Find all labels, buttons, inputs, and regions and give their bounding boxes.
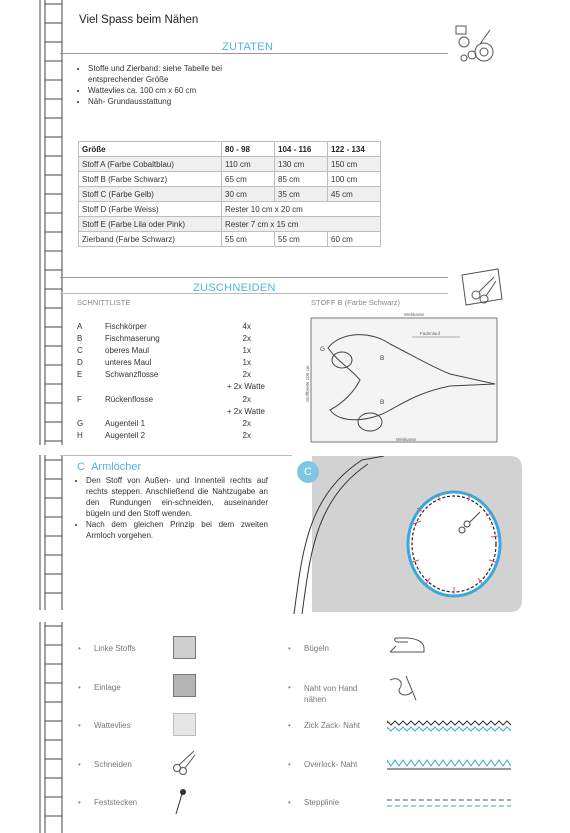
table-cell: Stoff A (Farbe Cobaltblau) xyxy=(79,157,222,172)
legend-label: Einlage xyxy=(94,683,121,692)
scissors-icon xyxy=(170,748,198,776)
legend-bullet: • xyxy=(78,760,81,769)
cut-row: + 2x Watte xyxy=(226,406,265,416)
legend-bullet: • xyxy=(288,760,291,769)
cut-row: + 2x Watte xyxy=(226,382,265,392)
piece-b-label: B xyxy=(380,399,385,406)
zuschneiden-rule xyxy=(60,277,448,278)
iron-icon xyxy=(386,634,428,658)
table-cell: Zierband (Farbe Schwarz) xyxy=(79,232,222,247)
table-cell: Stoff D (Farbe Weiss) xyxy=(79,202,222,217)
zutaten-rule xyxy=(60,53,448,54)
table-cell: 60 cm xyxy=(328,232,381,247)
legend-bullet: • xyxy=(78,798,81,807)
zutaten-title: ZUTATEN xyxy=(222,41,274,53)
step-c-title xyxy=(77,461,141,473)
step-c-letter: C xyxy=(77,461,85,473)
piece-b-label: B xyxy=(380,355,385,362)
legend-label: Stepplinie xyxy=(304,798,340,807)
cut-row: G Augenteil 1 2x xyxy=(77,418,251,428)
legend-label: Zick Zack- Naht xyxy=(304,721,361,730)
bottom-edge-label: Webkante xyxy=(396,437,417,442)
table-cell: Stoff B (Farbe Schwarz) xyxy=(79,172,222,187)
zutaten-item: • Näh- Grundausstattung xyxy=(88,96,276,107)
table-cell: 55 cm xyxy=(275,232,328,247)
einlage-swatch xyxy=(173,674,196,697)
table-row xyxy=(79,232,381,247)
table-header: 80 - 98 xyxy=(222,142,275,157)
table-header: Größe xyxy=(79,142,222,157)
cutting-layout-diagram xyxy=(300,310,500,446)
schnittliste-title: SCHNITTLISTE xyxy=(77,298,131,307)
armhole-illustration xyxy=(292,456,522,614)
table-header: 104 - 116 xyxy=(275,142,328,157)
table-cell: 45 cm xyxy=(328,187,381,202)
pin-icon xyxy=(170,786,190,816)
cut-row: C oberes Maul 1x xyxy=(77,346,251,356)
zutaten-item: • Stoffe und Zierband: siehe Tabelle bei entsprechender Größe xyxy=(88,63,276,85)
overlock-seam-icon xyxy=(387,758,511,772)
zutaten-list xyxy=(76,63,276,107)
size-table xyxy=(78,141,381,247)
legend-bullet: • xyxy=(288,644,291,653)
cut-row: F Rückenflosse 2x xyxy=(77,394,251,404)
page-title: Viel Spass beim Nähen xyxy=(79,14,199,26)
table-cell: 35 cm xyxy=(275,187,328,202)
zigzag-seam-icon xyxy=(387,719,511,733)
stoff-b-label: STOFF B (Farbe Schwarz) xyxy=(311,298,401,307)
legend-label: Naht von Hand nähen xyxy=(304,684,358,704)
table-cell: 85 cm xyxy=(275,172,328,187)
table-header-row xyxy=(79,142,381,157)
cut-row: A Fischkörper 4x xyxy=(77,322,251,331)
cut-row: D unteres Maul 1x xyxy=(77,358,251,368)
legend-bullet: • xyxy=(288,798,291,807)
zutaten-item: • Wattevlies ca. 100 cm x 60 cm xyxy=(88,85,276,96)
table-row xyxy=(79,187,381,202)
legend-bullet: • xyxy=(288,721,291,730)
table-cell: Stoff E (Farbe Lila oder Pink) xyxy=(79,217,222,232)
linke-stoffs-swatch xyxy=(173,636,196,659)
side-label: Stoffbreite 100 cm xyxy=(305,365,310,402)
table-cell: 130 cm xyxy=(275,157,328,172)
grain-label: Fadenlauf xyxy=(420,331,441,336)
wattevlies-swatch xyxy=(173,713,196,736)
legend-label: Wattevlies xyxy=(94,721,131,730)
piece-g-label: G xyxy=(320,346,326,353)
legend-bullet: • xyxy=(78,721,81,730)
table-cell: Rester 10 cm x 20 cm xyxy=(222,202,381,217)
table-cell: 100 cm xyxy=(328,172,381,187)
legend-bullet: • xyxy=(288,683,291,692)
ruler-strip xyxy=(0,0,68,833)
table-header: 122 - 134 xyxy=(328,142,381,157)
legend-label: Feststecken xyxy=(94,798,138,807)
zuschneiden-title: ZUSCHNEIDEN xyxy=(193,282,276,294)
step-c-text xyxy=(76,475,268,541)
fabric-scissors-icon xyxy=(458,265,504,309)
step-c-badge: C xyxy=(297,461,319,483)
table-row xyxy=(79,202,381,217)
step-c-name: Armlöcher xyxy=(91,461,142,473)
table-cell: 150 cm xyxy=(328,157,381,172)
legend-bullet: • xyxy=(78,683,81,692)
top-edge-label: Webkante xyxy=(404,312,425,317)
step-c-bullet: • Nach dem gleichen Prinzip bei dem zweiten Armloch vorgehen. xyxy=(86,519,268,541)
legend-bullet: • xyxy=(78,644,81,653)
legend-label: Schneiden xyxy=(94,760,132,769)
cut-list xyxy=(77,321,265,442)
legend-label: Bügeln xyxy=(304,644,329,653)
table-row xyxy=(79,217,381,232)
legend-label: Overlock- Naht xyxy=(304,760,358,769)
cut-row: H Augenteil 2 2x xyxy=(77,430,251,440)
table-cell: Stoff C (Farbe Gelb) xyxy=(79,187,222,202)
step-c-rule xyxy=(60,455,292,456)
step-c-bullet: • Den Stoff von Außen- und Innenteil rechts auf rechts steppen. Anschließend die Nahtzugabe an den Rundungen ein-schneiden, auseinander bügeln und den Stoff wenden. xyxy=(86,475,268,519)
table-cell: Rester 7 cm x 15 cm xyxy=(222,217,381,232)
table-cell: 55 cm xyxy=(222,232,275,247)
legend-label: Linke Stoffs xyxy=(94,644,136,653)
stitch-line-icon xyxy=(387,796,511,810)
table-cell: 30 cm xyxy=(222,187,275,202)
table-row xyxy=(79,172,381,187)
table-row xyxy=(79,157,381,172)
table-cell: 110 cm xyxy=(222,157,275,172)
cut-row: E Schwanzflosse 2x xyxy=(77,370,251,380)
cut-row: B Fischmaserung 2x xyxy=(77,334,251,344)
table-cell: 65 cm xyxy=(222,172,275,187)
hand-stitch-icon xyxy=(386,672,422,702)
sewing-kit-icon xyxy=(450,22,496,68)
